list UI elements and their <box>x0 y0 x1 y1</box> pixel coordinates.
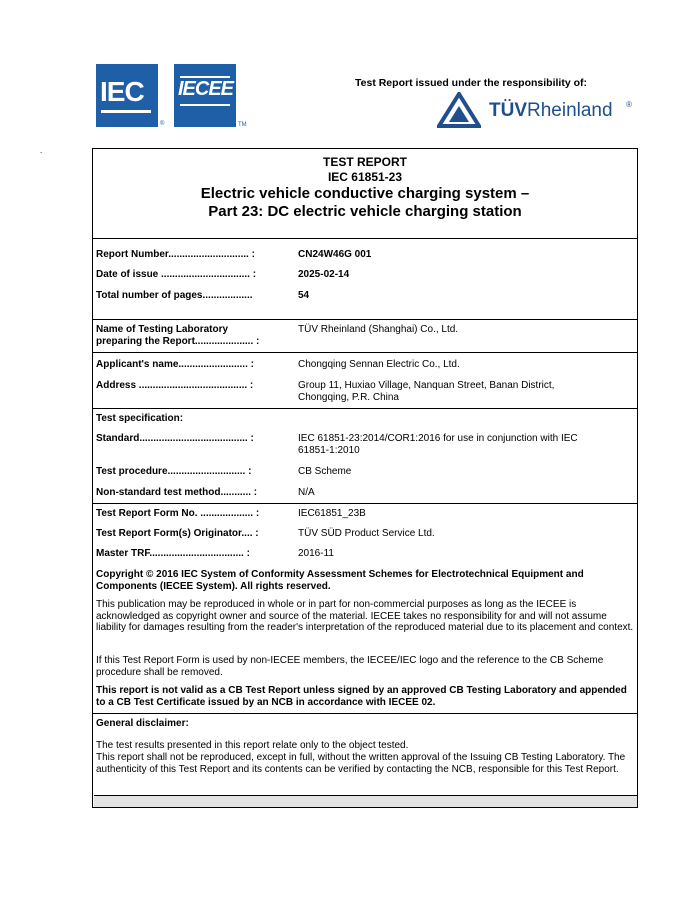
iec-logo <box>96 64 158 127</box>
report-box <box>92 148 638 808</box>
date-label: Date of issue ................................ : <box>96 269 257 280</box>
lab-value: TÜV Rheinland (Shanghai) Co., Ltd. <box>298 324 459 335</box>
iec-registered-mark: ® <box>160 121 165 127</box>
divider-disclaimer <box>93 713 637 714</box>
standard-line2: 61851-1:2010 <box>298 445 360 456</box>
pages-value: 54 <box>298 290 310 301</box>
report-title <box>93 155 637 221</box>
iecee-logo <box>174 64 236 127</box>
lab-label-line2: preparing the Report..................... : <box>96 336 260 347</box>
divider-applicant <box>93 352 637 353</box>
iecee-logo-line-bottom <box>180 104 230 106</box>
divider-form <box>93 503 637 504</box>
disclaimer-paragraph-2: This report shall not be reproduced, except in full, without the written approval of the Issuing CB Testing Laboratory. The authenticity of this Test Report and its contents can be verified by contacting the NCB, responsible for this Test Report. <box>96 752 626 775</box>
copyright-paragraph-1: This publication may be reproduced in whole or in part for non-commercial purposes as long as the IECEE is acknowledged as copyright owner and source of the material. IECEE takes no responsibility for and will not assume liability for damages resulting from the reader's interpretation of the reproduced material due to its placement and context. <box>96 599 634 633</box>
tuv-name-rest: Rheinland <box>527 100 613 121</box>
tuv-rheinland-logo <box>489 100 613 122</box>
report-number-value: CN24W46G 001 <box>298 249 372 260</box>
nonstandard-value: N/A <box>298 487 315 498</box>
grey-footer-bar <box>94 795 637 807</box>
address-line1: Group 11, Huxiao Village, Nanquan Street, Banan District, <box>298 380 555 391</box>
title-system: Electric vehicle conductive charging system – <box>200 185 530 202</box>
date-value: 2025-02-14 <box>298 269 350 280</box>
form-no-value: IEC61851_23B <box>298 508 366 519</box>
procedure-value: CB Scheme <box>298 466 352 477</box>
lab-label-line1: Name of Testing Laboratory <box>96 324 229 335</box>
margin-dot: . <box>40 146 43 155</box>
divider-report-info <box>93 238 637 239</box>
iec-logo-text: IEC <box>100 76 144 107</box>
pages-label: Total number of pages.................. <box>96 290 253 301</box>
originator-value: TÜV SÜD Product Service Ltd. <box>298 528 435 539</box>
procedure-label: Test procedure............................ : <box>96 466 252 477</box>
responsibility-text: Test Report issued under the responsibility of: <box>355 77 587 89</box>
standard-label: Standard....................................... : <box>96 433 254 444</box>
tuv-registered-mark: ® <box>626 100 632 109</box>
copyright-validity-note: This report is not valid as a CB Test Report unless signed by an approved CB Testing Laboratory and appended to a CB Test Certificate issued by an NCB in accordance with IECEE 02. <box>96 685 627 708</box>
report-number-label: Report Number............................. : <box>96 249 255 260</box>
master-trf-label: Master TRF.................................. : <box>96 548 250 559</box>
iecee-logo-text: IECEE <box>178 78 234 100</box>
divider-test-spec <box>93 408 637 409</box>
disclaimer-paragraph-1: The test results presented in this report relate only to the object tested. <box>96 740 409 751</box>
standard-line1: IEC 61851-23:2014/COR1:2016 for use in conjunction with IEC <box>298 433 578 444</box>
address-label: Address ....................................... : <box>96 380 254 391</box>
nonstandard-label: Non-standard test method........... : <box>96 487 258 498</box>
applicant-name-label: Applicant's name......................... : <box>96 359 254 370</box>
title-part: Part 23: DC electric vehicle charging station <box>208 203 522 220</box>
title-standard: IEC 61851-23 <box>327 170 403 184</box>
test-spec-heading: Test specification: <box>96 413 184 424</box>
applicant-name-value: Chongqing Sennan Electric Co., Ltd. <box>298 359 460 370</box>
master-trf-value: 2016-11 <box>298 548 334 559</box>
title-test-report: TEST REPORT <box>322 155 407 169</box>
tuv-triangle-icon <box>437 92 481 128</box>
iecee-trademark: TM <box>238 122 247 128</box>
copyright-heading: Copyright © 2016 IEC System of Conformity Assessment Schemes for Electrotechnical Equipment and Components (IECEE System). All rights reserved. <box>96 569 584 592</box>
disclaimer-heading: General disclaimer: <box>96 718 189 729</box>
tuv-name-bold: TÜV <box>489 100 527 121</box>
originator-label: Test Report Form(s) Originator.... : <box>96 528 259 539</box>
iec-logo-underline <box>101 110 151 113</box>
divider-lab <box>93 319 637 320</box>
address-line2: Chongqing, P.R. China <box>298 392 399 403</box>
copyright-paragraph-2: If this Test Report Form is used by non-IECEE members, the IECEE/IEC logo and the reference to the CB Scheme procedure shall be removed. <box>96 655 604 678</box>
form-no-label: Test Report Form No. ................... : <box>96 508 260 519</box>
